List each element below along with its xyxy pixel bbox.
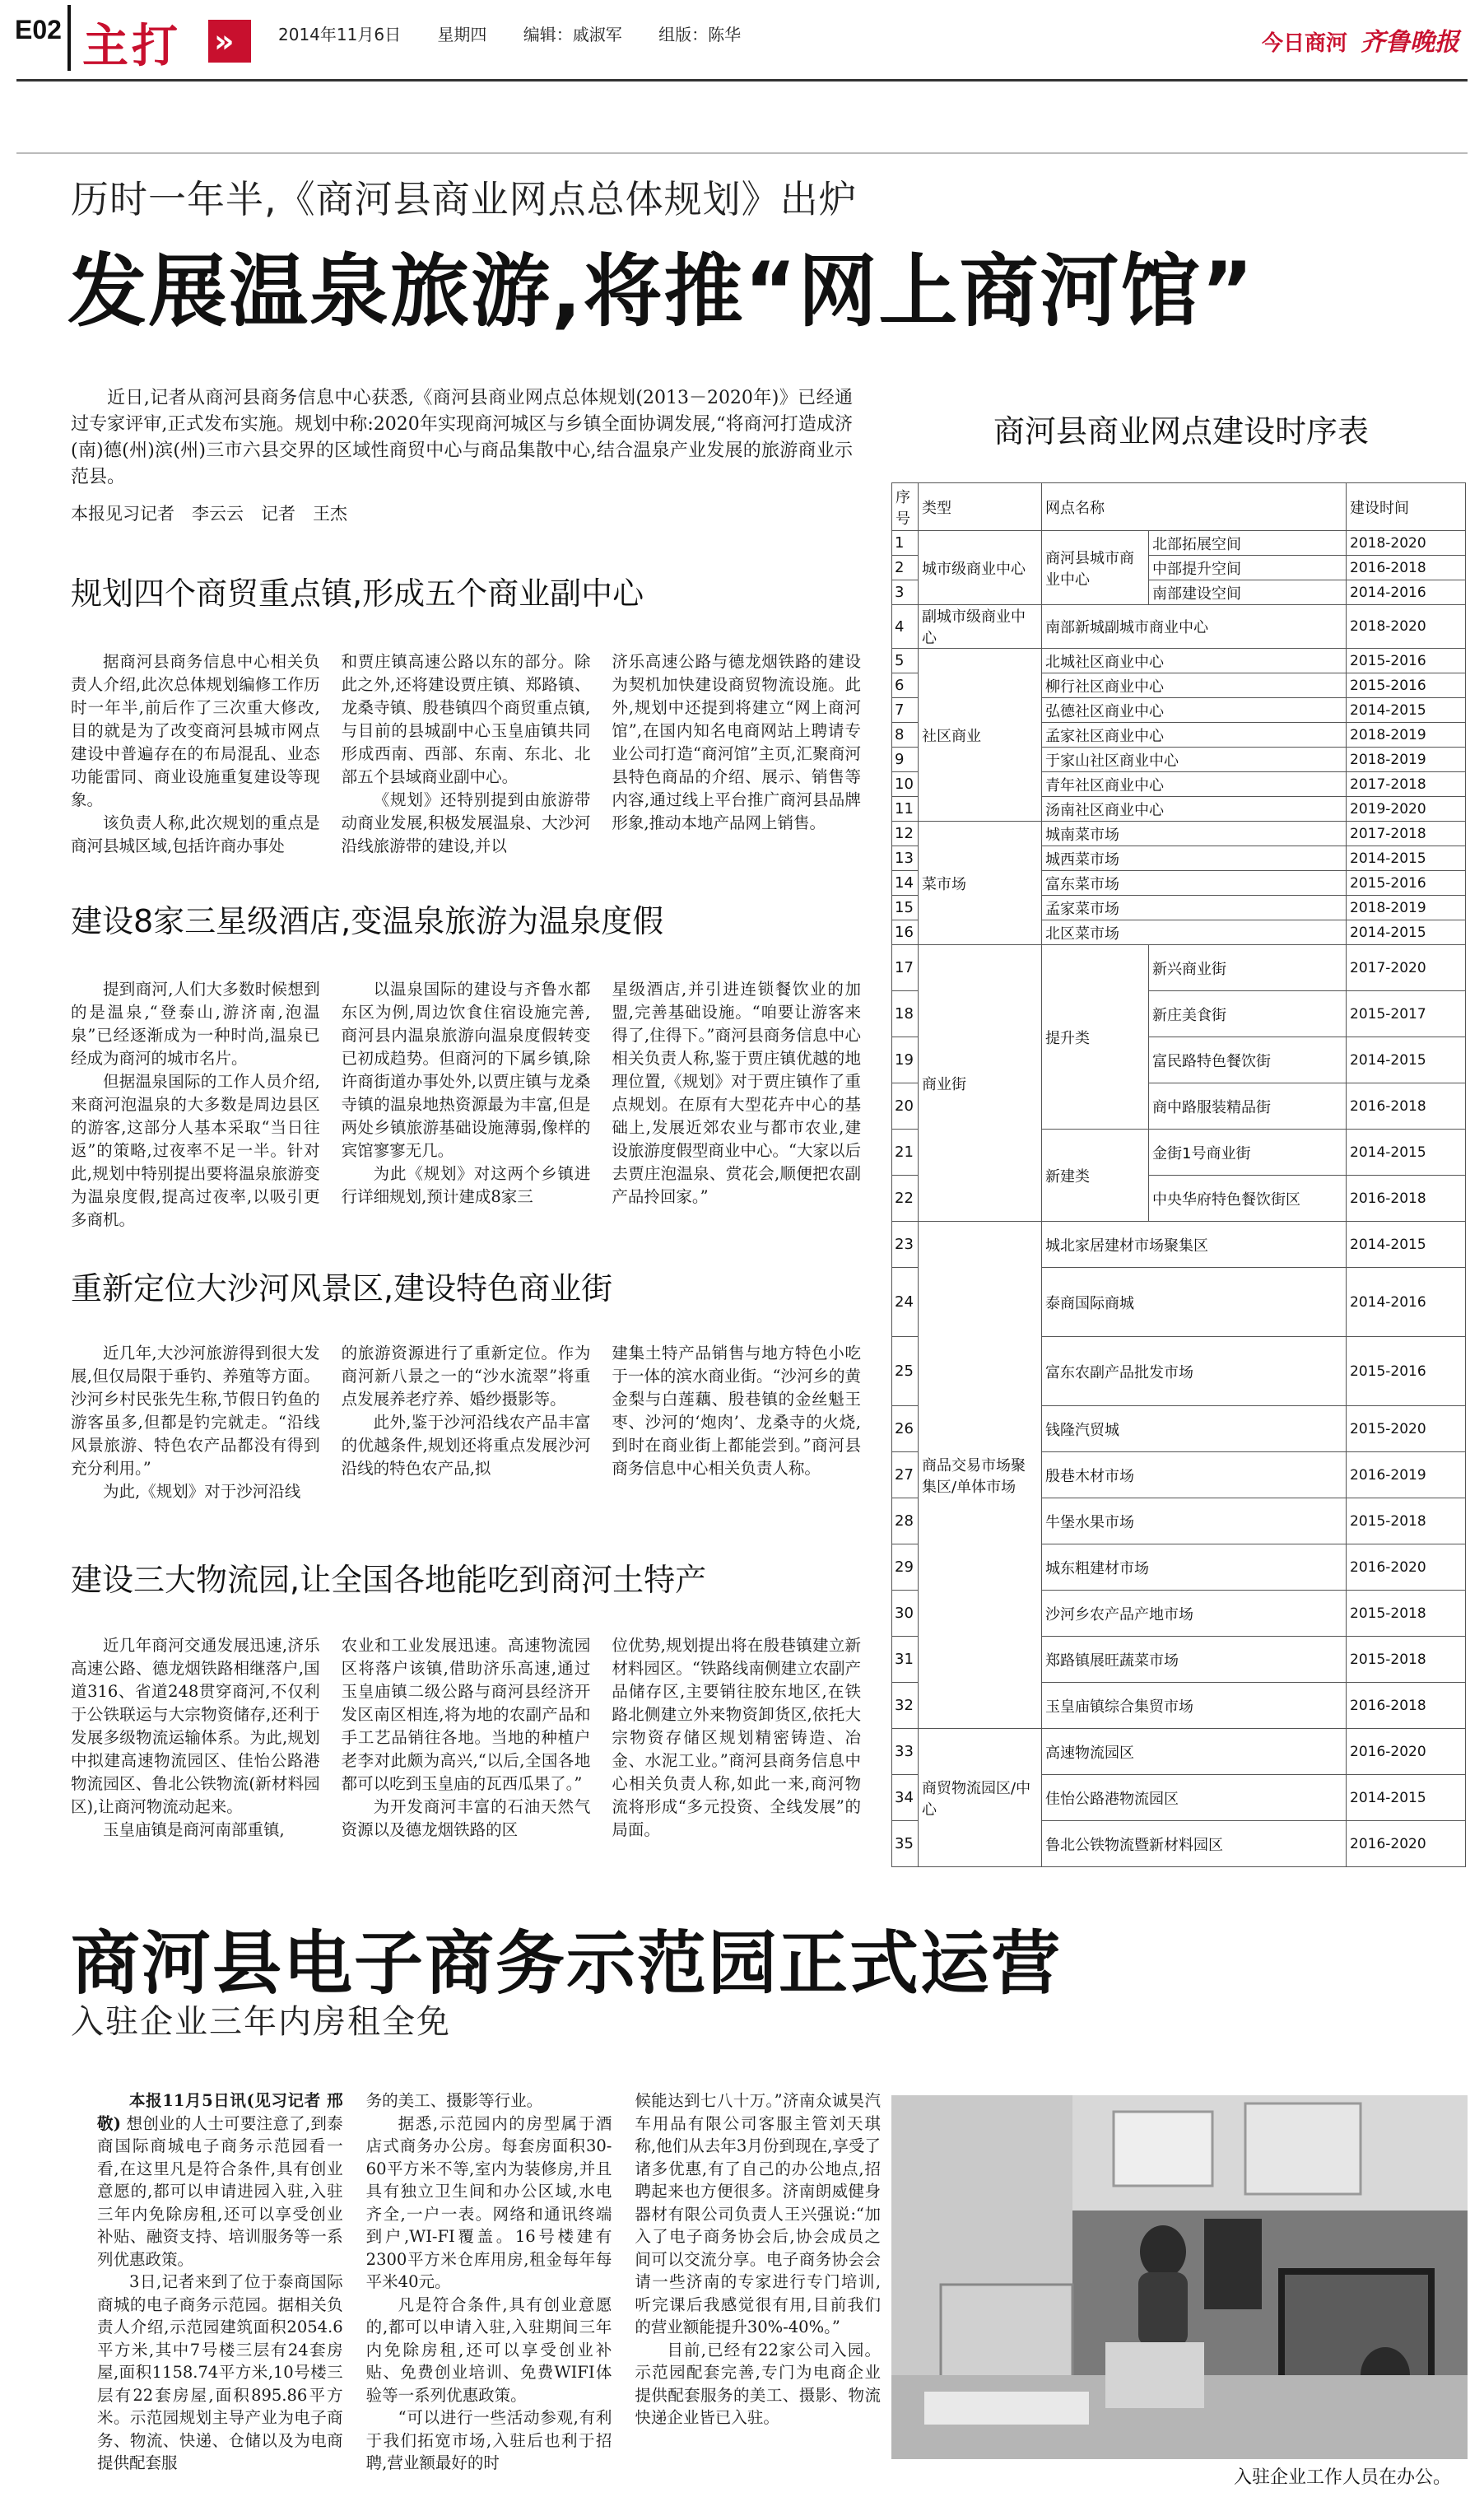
- cell-name: 富东菜市场: [1042, 871, 1347, 896]
- cell-name: 北城社区商业中心: [1042, 649, 1347, 673]
- cell-time: 2015-2018: [1347, 1637, 1466, 1683]
- table-row: [892, 531, 1466, 556]
- text-column: [635, 2089, 881, 2475]
- section-body-4: [71, 1634, 861, 1842]
- cell-name: 南部建设空间: [1149, 580, 1347, 605]
- cell-name: 汤南社区商业中心: [1042, 797, 1347, 822]
- issue-layout: 组版：陈华: [658, 25, 742, 44]
- cell-no: 13: [892, 846, 919, 871]
- cell-no: 12: [892, 822, 919, 846]
- paragraph: [97, 2089, 343, 2271]
- cell-time: 2014-2015: [1347, 698, 1466, 723]
- cell-no: 24: [892, 1268, 919, 1337]
- paragraph: 3日,记者来到了位于泰商国际商城的电子商务示范园。据相关负责人介绍,示范园建筑面积2054.6平方米,其中7号楼三层有24套房屋,面积1158.74平方米,10号楼三层有22套房屋,面积895.86平方米。示范园规划主导产业为电子商务、物流、快递、仓储以及为电商提供配套服: [97, 2272, 343, 2472]
- cell-time: 2018-2020: [1347, 531, 1466, 556]
- text-column: [342, 978, 591, 1232]
- dateline: 本报11月5日讯(见习记者 邢敬): [97, 2091, 343, 2133]
- paragraph: 和贾庄镇高速公路以东的部分。除此之外,还将建设贾庄镇、郑路镇、龙桑寺镇、殷巷镇四个商贸重点镇,与目前的县城副中心玉皇庙镇共同形成西南、西部、东南、东北、北部五个县域商业副中心。: [341, 652, 591, 786]
- cell-type: 副城市级商业中心: [919, 605, 1042, 649]
- cell-time: 2014-2015: [1347, 1130, 1466, 1176]
- cell-time: 2016-2020: [1347, 1544, 1466, 1591]
- section-name: 主打: [82, 20, 181, 73]
- cell-time: 2014-2016: [1347, 580, 1466, 605]
- cell-name: 富东农副产品批发市场: [1042, 1337, 1347, 1406]
- cell-name: 泰商国际商城: [1042, 1268, 1347, 1337]
- section-heading-4: 建设三大物流园,让全国各地能吃到商河土特产: [71, 1562, 707, 1598]
- cell-no: 1: [892, 531, 919, 556]
- text-column: [71, 1634, 320, 1842]
- cell-name: 金街1号商业街: [1149, 1130, 1347, 1176]
- cell-name: 富民路特色餐饮街: [1149, 1037, 1347, 1083]
- arrow-glyph: »: [214, 23, 230, 59]
- paragraph-text: 想创业的人士可要注意了,到泰商国际商城电子商务示范园看一看,在这里凡是符合条件,具有创业意愿的,都可以申请进园入驻,入驻三年内免除房租,还可以享受创业补贴、融资支持、培训服务等一系列优惠政策。: [97, 2113, 343, 2269]
- cell-time: 2014-2015: [1347, 1775, 1466, 1821]
- cell-name: 牛堡水果市场: [1042, 1498, 1347, 1544]
- page-number-divider: [67, 5, 71, 71]
- cell-time: 2015-2016: [1347, 871, 1466, 896]
- cell-name: 钱隆汽贸城: [1042, 1406, 1347, 1452]
- cell-no: 9: [892, 748, 919, 772]
- header-cell: 网点名称: [1042, 483, 1347, 531]
- cell-name: 孟家社区商业中心: [1042, 723, 1347, 748]
- paragraph: 提到商河,人们大多数时候想到的是温泉,“登泰山,游济南,泡温泉”已经逐渐成为一种时尚,温泉已经成为商河的城市名片。: [71, 980, 320, 1068]
- cell-no: 15: [892, 896, 919, 920]
- cell-name: 玉皇庙镇综合集贸市场: [1042, 1683, 1347, 1729]
- table-row: [892, 822, 1466, 846]
- cell-name: 郑路镇展旺蔬菜市场: [1042, 1637, 1347, 1683]
- paragraph: 但据温泉国际的工作人员介绍,来商河泡温泉的大多数是周边县区的游客,这部分人基本采取“当日往返”的策略,过夜率不足一半。针对此,规划中特别提出要将温泉旅游变为温泉度假,提高过夜率,以吸引更多商机。: [71, 1072, 320, 1229]
- cell-no: 33: [892, 1729, 919, 1775]
- cell-time: 2015-2020: [1347, 1406, 1466, 1452]
- cell-no: 10: [892, 772, 919, 797]
- table-header-row: [892, 483, 1466, 531]
- cell-time: 2015-2018: [1347, 1498, 1466, 1544]
- cell-name: 城东粗建材市场: [1042, 1544, 1347, 1591]
- header-cell: 序号: [892, 483, 919, 531]
- article1-lead: 近日,记者从商河县商务信息中心获悉,《商河县商业网点总体规划(2013－2020年)》已经通过专家评审,正式发布实施。规划中称:2020年实现商河城区与乡镇全面协调发展,“将商河打造成济(南)德(州)滨(州)三市六县交界的区域性商贸中心与商品集散中心,结合温泉产业发展的旅游商业示范县。: [71, 388, 853, 487]
- header-rule-thin: [16, 152, 1468, 154]
- header-rule: [16, 79, 1468, 82]
- text-column: [612, 1342, 861, 1503]
- paragraph: 该负责人称,此次规划的重点是商河县城区域,包括许商办事处: [71, 813, 320, 855]
- header-cell: 类型: [919, 483, 1042, 531]
- cell-no: 23: [892, 1222, 919, 1268]
- cell-no: 30: [892, 1591, 919, 1637]
- cell-time: 2015-2018: [1347, 1591, 1466, 1637]
- cell-time: 2016-2020: [1347, 1729, 1466, 1775]
- cell-time: 2016-2020: [1347, 1821, 1466, 1867]
- paragraph: 近几年商河交通发展迅速,济乐高速公路、德龙烟铁路相继落户,国道316、省道248贯穿商河,不仅利于公铁联运与大宗物资储存,还利于发展多级物流运输体系。为此,规划中拟建高速物流园区、佳怡公路港物流园区、鲁北公铁物流(新材料园区),让商河物流动起来。: [71, 1636, 320, 1816]
- cell-time: 2015-2016: [1347, 649, 1466, 673]
- cell-no: 22: [892, 1176, 919, 1222]
- paragraph: 目前,已经有22家公司入园。示范园配套完善,专门为电商企业提供配套服务的美工、摄影、物流快递企业皆已入驻。: [635, 2340, 882, 2427]
- table-row: [892, 945, 1466, 991]
- double-chevron-icon: [208, 20, 251, 63]
- cell-name: 商中路服装精品街: [1149, 1083, 1347, 1130]
- cell-time: 2014-2015: [1347, 846, 1466, 871]
- article2-headline: 商河县电子商务示范园正式运营: [71, 1923, 1063, 2004]
- table-row: [892, 605, 1466, 649]
- brand: [1262, 21, 1459, 58]
- paragraph: 此外,鉴于沙河沿线农产品丰富的优越条件,规划还将重点发展沙河沿线的特色农产品,拟: [341, 1413, 591, 1478]
- photo-caption: 入驻企业工作人员在办公。: [1233, 2467, 1451, 2488]
- cell-group: 提升类: [1042, 945, 1149, 1130]
- cell-name: 孟家菜市场: [1042, 896, 1347, 920]
- cell-no: 2: [892, 556, 919, 580]
- cell-no: 35: [892, 1821, 919, 1867]
- article2-body: [97, 2089, 881, 2475]
- section-body-3: [71, 1342, 861, 1503]
- text-column: [71, 650, 320, 858]
- cell-no: 34: [892, 1775, 919, 1821]
- cell-no: 20: [892, 1083, 919, 1130]
- page-number: E02: [15, 15, 62, 44]
- schedule-table: [891, 482, 1466, 1867]
- cell-no: 4: [892, 605, 919, 649]
- text-column: [71, 1342, 320, 1503]
- schedule-table-title: 商河县商业网点建设时序表: [993, 413, 1369, 450]
- paragraph: 据悉,示范园内的房型属于酒店式商务办公房。每套房面积30-60平方米不等,室内为装修房,并且具有独立卫生间和办公区域,水电齐全,一户一表。网络和通讯终端到户,WI-FI覆盖。16号楼建有2300平方米仓库用房,租金每年每平米40元。: [365, 2113, 612, 2291]
- cell-type: 城市级商业中心: [919, 531, 1042, 605]
- cell-name: 城南菜市场: [1042, 822, 1347, 846]
- paragraph: 为此,《规划》对于沙河沿线: [103, 1482, 301, 1501]
- text-column: [342, 650, 591, 858]
- article1-headline: 发展温泉旅游,将推“网上商河馆”: [67, 245, 1255, 338]
- cell-no: 11: [892, 797, 919, 822]
- cell-time: 2014-2015: [1347, 1037, 1466, 1083]
- cell-name: 北区菜市场: [1042, 920, 1347, 945]
- cell-group: 商河县城市商业中心: [1042, 531, 1149, 605]
- cell-time: 2019-2020: [1347, 797, 1466, 822]
- cell-name: 新兴商业街: [1149, 945, 1347, 991]
- cell-no: 28: [892, 1498, 919, 1544]
- cell-no: 25: [892, 1337, 919, 1406]
- cell-no: 26: [892, 1406, 919, 1452]
- cell-name: 新庄美食街: [1149, 991, 1347, 1037]
- cell-name: 沙河乡农产品产地市场: [1042, 1591, 1347, 1637]
- cell-time: 2018-2020: [1347, 605, 1466, 649]
- paragraph: 为开发商河丰富的石油天然气资源以及德龙烟铁路的区: [341, 1797, 591, 1839]
- cell-time: 2016-2018: [1347, 1683, 1466, 1729]
- cell-name: 高速物流园区: [1042, 1729, 1347, 1775]
- paragraph: 星级酒店,并引进连锁餐饮业的加盟,完善基础设施。“咱要让游客来得了,住得下。”商河县商务信息中心相关负责人称,鉴于贾庄镇优越的地理位置,《规划》对于贾庄镇作了重点规划。在原有大型花卉中心的基础上,发展近郊农业与都市农业,建设旅游度假型商业中心。“大家以后去贾庄泡温泉、赏花会,顺便把农副产品拎回家。”: [612, 980, 862, 1206]
- column-name: 今日商河: [1261, 31, 1347, 56]
- cell-time: 2017-2018: [1347, 822, 1466, 846]
- text-column: [342, 1634, 591, 1842]
- paragraph: 凡是符合条件,具有创业意愿的,都可以申请入驻,入驻期间三年内免除房租,还可以享受创业补贴、免费创业培训、免费WIFI体验等一系列优惠政策。: [365, 2294, 612, 2405]
- paragraph: 《规划》还特别提到由旅游带动商业发展,积极发展温泉、大沙河沿线旅游带的建设,并以: [341, 790, 591, 855]
- masthead: [0, 0, 1484, 82]
- cell-no: 18: [892, 991, 919, 1037]
- article1-kicker: 历时一年半,《商河县商业网点总体规划》出炉: [71, 177, 858, 221]
- cell-time: 2016-2018: [1347, 1176, 1466, 1222]
- cell-time: 2016-2018: [1347, 1083, 1466, 1130]
- cell-no: 14: [892, 871, 919, 896]
- section-heading-3: 重新定位大沙河风景区,建设特色商业街: [71, 1270, 613, 1307]
- cell-no: 19: [892, 1037, 919, 1083]
- table-row: [892, 649, 1466, 673]
- paragraph: 为此《规划》对这两个乡镇进行详细规划,预计建成8家三: [341, 1164, 591, 1206]
- cell-time: 2016-2018: [1347, 556, 1466, 580]
- paragraph: 据商河县商务信息中心相关负责人介绍,此次总体规划编修工作历时一年半,前后作了三次重大修改,目的就是为了改变商河县城市网点建设中普遍存在的布局混乱、业态功能雷同、商业设施重复建设等现象。: [71, 652, 320, 809]
- cell-time: 2017-2018: [1347, 772, 1466, 797]
- office-photo: [891, 2095, 1468, 2459]
- paragraph: 位优势,规划提出将在殷巷镇建立新材料园区。“铁路线南侧建立农副产品储存区,主要销往胶东地区,在铁路北侧建立外来物资卸货区,依托大宗物资存储区规划精密铸造、冶金、水泥工业。”商河县商务信息中心相关负责人称,如此一来,商河物流将形成“多元投资、全线发展”的局面。: [612, 1636, 862, 1839]
- paragraph: 农业和工业发展迅速。高速物流园区将落户该镇,借助济乐高速,通过玉皇庙镇二级公路与商河县经济开发区南区相连,将为地的农副产品和手工艺品销往各地。当地的种植户老李对此颇为高兴,“以后,全国各地都可以吃到玉皇庙的瓦西瓜果了。”: [341, 1636, 591, 1793]
- table-row: [892, 1222, 1466, 1268]
- paragraph: “可以进行一些活动参观,有利于我们拓宽市场,入驻后也利于招聘,营业额最好的时: [365, 2408, 612, 2472]
- cell-no: 8: [892, 723, 919, 748]
- issue-editor: 编辑：戚淑军: [523, 25, 622, 44]
- paragraph: 以温泉国际的建设与齐鲁水都东区为例,周边饮食住宿设施完善,商河县内温泉旅游向温泉度假转变已初成趋势。但商河的下属乡镇,除许商街道办事处外,以贾庄镇与龙桑寺镇的温泉地热资源最为丰富,但是两处乡镇旅游基础设施薄弱,像样的宾馆寥寥无几。: [341, 980, 591, 1160]
- paragraph: 务的美工、摄影等行业。: [365, 2091, 543, 2110]
- cell-type: 商品交易市场聚集区/单体市场: [919, 1222, 1042, 1729]
- cell-time: 2018-2019: [1347, 723, 1466, 748]
- cell-name: 城北家居建材市场聚集区: [1042, 1222, 1347, 1268]
- cell-name: 青年社区商业中心: [1042, 772, 1347, 797]
- paragraph: 近几年,大沙河旅游得到很大发展,但仅局限于垂钓、养殖等方面。沙河乡村民张先生称,节假日钓鱼的游客虽多,但都是钓完就走。“沿线风景旅游、特色农产品都没有得到充分利用。”: [71, 1344, 320, 1478]
- cell-time: 2014-2016: [1347, 1268, 1466, 1337]
- cell-time: 2015-2016: [1347, 673, 1466, 698]
- cell-no: 17: [892, 945, 919, 991]
- cell-name: 鲁北公铁物流暨新材料园区: [1042, 1821, 1347, 1867]
- cell-name: 北部拓展空间: [1149, 531, 1347, 556]
- cell-name: 佳怡公路港物流园区: [1042, 1775, 1347, 1821]
- header-cell: 建设时间: [1347, 483, 1466, 531]
- issue-date: 2014年11月6日: [278, 25, 402, 44]
- article2-subheadline: 入驻企业三年内房租全免: [71, 2003, 451, 2041]
- cell-no: 3: [892, 580, 919, 605]
- issue-weekday: 星期四: [437, 25, 487, 44]
- cell-no: 6: [892, 673, 919, 698]
- paper-logo: 齐鲁晚报: [1361, 28, 1459, 57]
- paragraph: 玉皇庙镇是商河南部重镇,: [103, 1820, 285, 1839]
- text-column: [342, 1342, 591, 1503]
- cell-type: 菜市场: [919, 822, 1042, 945]
- cell-time: 2018-2019: [1347, 896, 1466, 920]
- cell-name: 城西菜市场: [1042, 846, 1347, 871]
- paragraph: 的旅游资源进行了重新定位。作为商河新八景之一的“沙水流翠”将重点发展养老疗养、婚纱摄影等。: [341, 1344, 591, 1409]
- cell-no: 29: [892, 1544, 919, 1591]
- cell-no: 32: [892, 1683, 919, 1729]
- cell-name: 弘德社区商业中心: [1042, 698, 1347, 723]
- cell-time: 2018-2019: [1347, 748, 1466, 772]
- cell-no: 5: [892, 649, 919, 673]
- section-body-2: [71, 978, 861, 1232]
- cell-name: 南部新城副城市商业中心: [1042, 605, 1347, 649]
- cell-no: 31: [892, 1637, 919, 1683]
- cell-name: 中部提升空间: [1149, 556, 1347, 580]
- paragraph: 济乐高速公路与德龙烟铁路的建设为契机加快建设商贸物流设施。此外,规划中还提到将建立“网上商河馆”,在国内知名电商网站上聘请专业公司打造“商河馆”主页,汇聚商河县特色商品的介绍、展示、销售等内容,通过线上平台推广商河县品牌形象,推动本地产品网上销售。: [612, 652, 862, 832]
- cell-no: 7: [892, 698, 919, 723]
- cell-name: 中央华府特色餐饮街区: [1149, 1176, 1347, 1222]
- text-column: [612, 1634, 861, 1842]
- cell-time: 2017-2020: [1347, 945, 1466, 991]
- cell-name: 殷巷木材市场: [1042, 1452, 1347, 1498]
- paragraph: 候能达到七八十万。”济南众诚昊汽车用品有限公司客服主管刘天琪称,他们从去年3月份到现在,享受了诸多优惠,有了自己的办公地点,招聘起来也方便很多。济南朗威健身器材有限公司负责人王兴强说:“加入了电子商务协会后,协会成员之间可以交流分享。电子商务协会会请一些济南的专家进行专门培训,听完课后我感觉很有用,目前我们的营业额能提升30%-40%。”: [635, 2091, 882, 2336]
- cell-time: 2015-2017: [1347, 991, 1466, 1037]
- issue-info: [278, 21, 762, 45]
- cell-no: 27: [892, 1452, 919, 1498]
- cell-type: 商贸物流园区/中心: [919, 1729, 1042, 1867]
- cell-time: 2016-2019: [1347, 1452, 1466, 1498]
- section-heading-1: 规划四个商贸重点镇,形成五个商业副中心: [71, 575, 644, 612]
- cell-group: 新建类: [1042, 1130, 1149, 1222]
- article1-byline: 本报见习记者 李云云 记者 王杰: [71, 504, 347, 524]
- cell-no: 16: [892, 920, 919, 945]
- cell-name: 于家山社区商业中心: [1042, 748, 1347, 772]
- section-heading-2: 建设8家三星级酒店,变温泉旅游为温泉度假: [71, 903, 664, 939]
- text-column: [71, 978, 320, 1232]
- text-column: [612, 650, 861, 858]
- cell-name: 柳行社区商业中心: [1042, 673, 1347, 698]
- cell-no: 21: [892, 1130, 919, 1176]
- cell-type: 商业街: [919, 945, 1042, 1222]
- cell-time: 2014-2015: [1347, 1222, 1466, 1268]
- text-column: [612, 978, 861, 1232]
- table-row: [892, 1729, 1466, 1775]
- cell-time: 2015-2016: [1347, 1337, 1466, 1406]
- paragraph: 建集土特产品销售与地方特色小吃于一体的滨水商业街。“沙河乡的黄金梨与白莲藕、殷巷镇的金丝魁王枣、沙河的‘炮肉’、龙桑寺的火烧,到时在商业街上都能尝到。”商河县商务信息中心相关负责人称。: [612, 1344, 862, 1478]
- cell-time: 2014-2015: [1347, 920, 1466, 945]
- section-body-1: [71, 650, 861, 858]
- cell-type: 社区商业: [919, 649, 1042, 822]
- text-column: [97, 2089, 343, 2475]
- text-column: [366, 2089, 612, 2475]
